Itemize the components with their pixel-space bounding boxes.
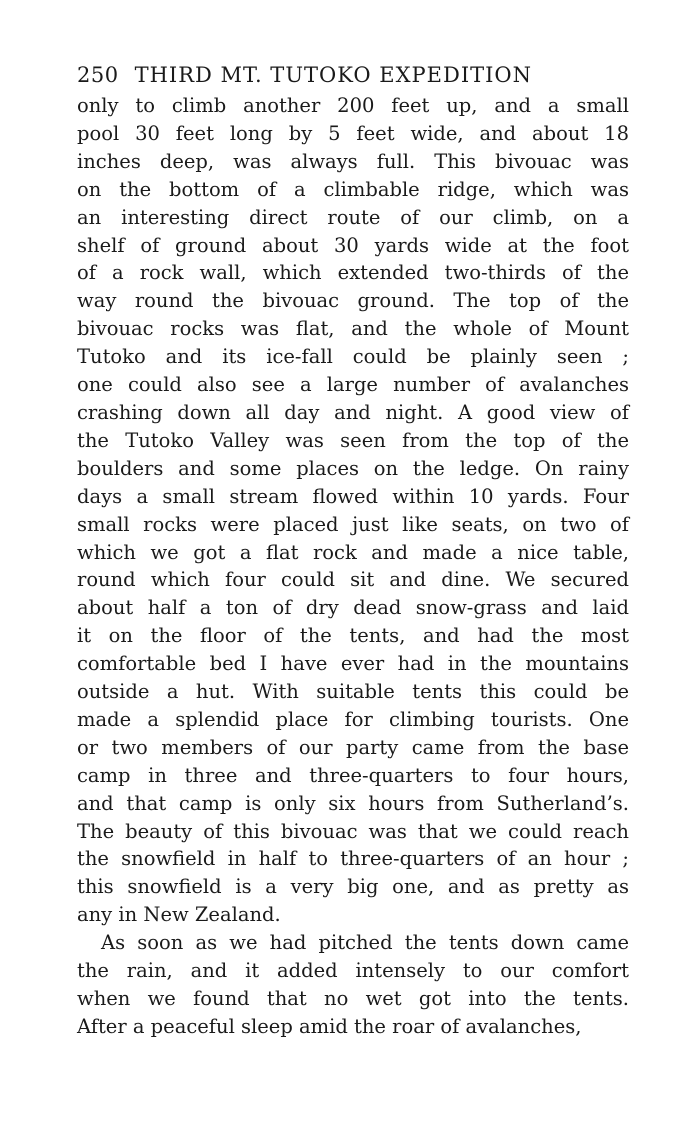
text-line: pool 30 feet long by 5 feet wide, and about 18	[77, 121, 629, 145]
text-line: outside a hut. With suitable tents this could be	[77, 680, 629, 704]
body-text	[77, 92, 629, 1041]
text-line: and that camp is only six hours from Sutherland’s.	[77, 791, 629, 815]
text-line: made a splendid place for climbing tourists. One	[77, 707, 629, 731]
text-line: one could also see a large number of avalanches	[77, 373, 629, 397]
text-line: when we found that no wet got into the tents.	[77, 987, 629, 1010]
text-line: comfortable bed I have ever had in the mountains	[77, 652, 629, 676]
book-page	[77, 60, 629, 1041]
page-number: 250	[77, 63, 119, 87]
text-line: round which four could sit and dine. We secured	[77, 568, 629, 592]
text-line: of a rock wall, which extended two-thirds of the	[77, 261, 629, 285]
text-line: After a peaceful sleep amid the roar of avalanches,	[77, 1014, 582, 1038]
text-line: which we got a flat rock and made a nice table,	[77, 540, 629, 564]
text-line: camp in three and three-quarters to four hours,	[77, 763, 629, 787]
text-line: or two members of our party came from the base	[77, 735, 629, 759]
text-line: it on the floor of the tents, and had the most	[77, 624, 629, 648]
text-line: boulders and some places on the ledge. On rainy	[77, 456, 629, 480]
text-line: crashing down all day and night. A good view of	[77, 400, 629, 424]
paragraph	[77, 92, 629, 929]
text-line: bivouac rocks was flat, and the whole of Mount	[77, 317, 629, 341]
running-head	[77, 60, 629, 90]
text-line: shelf of ground about 30 yards wide at the foot	[77, 233, 629, 257]
text-line: an interesting direct route of our climb, on a	[77, 205, 629, 229]
paragraph	[77, 929, 629, 1041]
running-title: THIRD MT. TUTOKO EXPEDITION	[134, 63, 533, 87]
text-line: days a small stream flowed within 10 yards. Four	[77, 484, 629, 508]
text-line: inches deep, was always full. This bivouac was	[77, 149, 629, 173]
text-line: the snowfield in half to three-quarters of an hour ;	[77, 847, 629, 871]
text-line: Tutoko and its ice-fall could be plainly seen ;	[77, 345, 629, 369]
text-line: any in New Zealand.	[77, 903, 281, 927]
text-line: on the bottom of a climbable ridge, which was	[77, 177, 629, 201]
text-line: this snowfield is a very big one, and as pretty as	[77, 875, 629, 899]
text-line: The beauty of this bivouac was that we could reach	[77, 819, 629, 843]
text-line: the Tutoko Valley was seen from the top of the	[77, 428, 629, 452]
text-line: As soon as we had pitched the tents down came	[101, 931, 629, 955]
text-line: about half a ton of dry dead snow-grass and laid	[77, 596, 629, 620]
text-line: only to climb another 200 feet up, and a small	[77, 94, 629, 117]
text-line: way round the bivouac ground. The top of the	[77, 289, 629, 313]
text-line: the rain, and it added intensely to our comfort	[77, 959, 629, 983]
text-line: small rocks were placed just like seats, on two of	[77, 512, 629, 536]
